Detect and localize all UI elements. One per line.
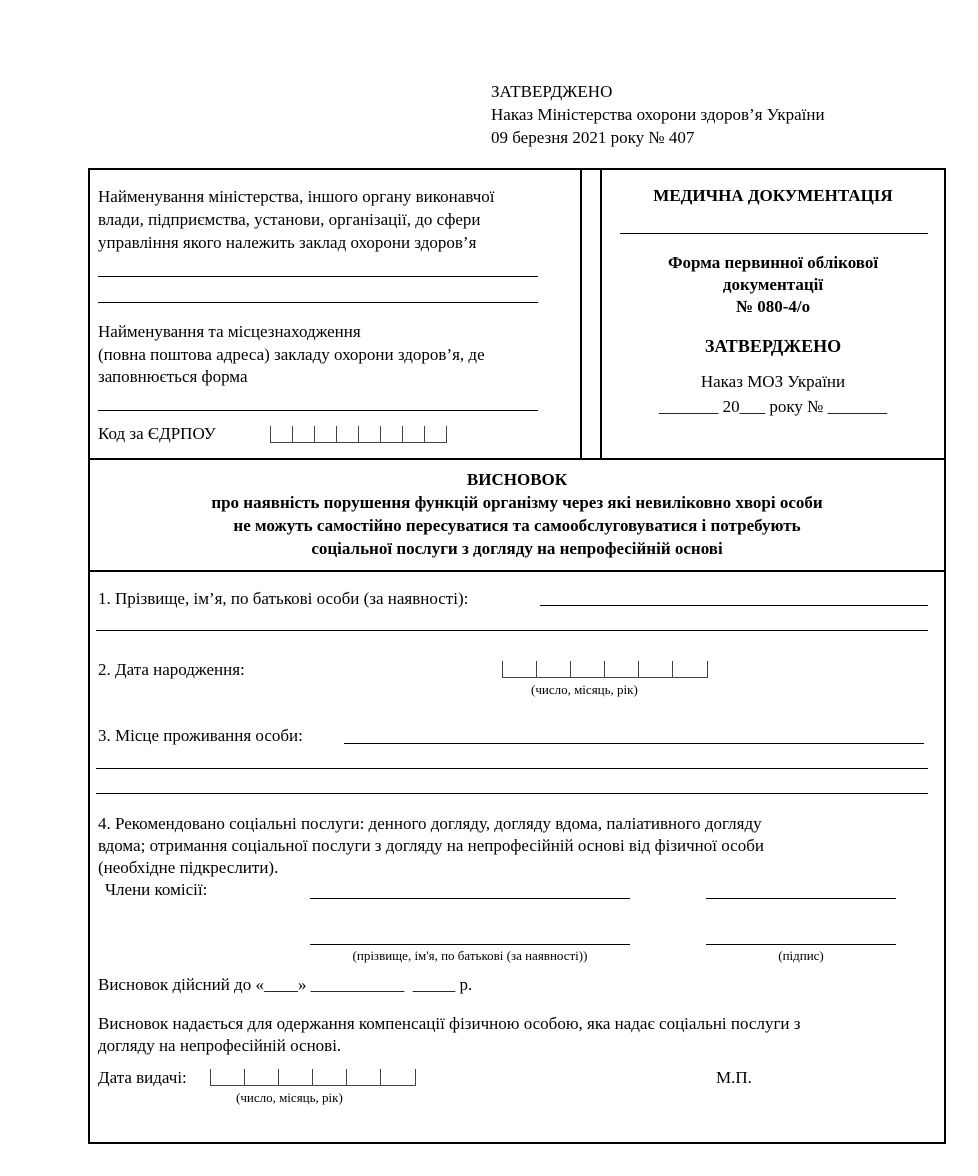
commission-label: Члени комісії: — [105, 880, 208, 899]
full-name-input[interactable] — [540, 605, 928, 606]
commission-member-signature-1[interactable] — [706, 898, 896, 899]
edrpou-cell[interactable] — [358, 426, 380, 443]
purpose-text-1: Висновок надається для одержання компенсації фізичною особою, яка надає соціальні послуги з — [98, 1014, 801, 1033]
moz-order-date: _______ 20___ року № _______ — [658, 397, 888, 416]
birth-date-hint: (число, місяць, рік) — [531, 682, 638, 697]
frame-top — [88, 168, 946, 170]
facility-input-line[interactable] — [98, 410, 538, 411]
birth-date-cell[interactable] — [672, 661, 708, 678]
edrpou-label: Код за ЄДРПОУ — [98, 424, 216, 443]
commission-signature-hint: (підпис) — [778, 948, 824, 963]
title-bottom — [88, 570, 946, 572]
frame-left — [88, 168, 90, 1144]
ministry-input-line-2[interactable] — [98, 302, 538, 303]
birth-date-cell[interactable] — [638, 661, 672, 678]
commission-name-hint: (прізвище, ім'я, по батькові (за наявності)) — [352, 948, 588, 963]
services-text-2: вдома; отримання соціальної послуги з догляду на непрофесійній основі від фізичної особи — [98, 836, 764, 855]
stamp-label: М.П. — [716, 1068, 752, 1087]
full-name-input-line-2[interactable] — [96, 630, 928, 631]
birth-date-label: 2. Дата народження: — [98, 660, 245, 679]
medical-documentation-title: МЕДИЧНА ДОКУМЕНТАЦІЯ — [653, 186, 893, 205]
facility-label-2: (повна поштова адреса) закладу охорони здоров’я, де — [98, 345, 485, 364]
ministry-label-2: влади, підприємства, установи, організації, до сфери — [98, 210, 481, 229]
ministry-label-1: Найменування міністерства, іншого органу виконавчої — [98, 187, 495, 206]
residence-input-line-2[interactable] — [96, 768, 928, 769]
birth-date-cell[interactable] — [570, 661, 604, 678]
issue-date-cell[interactable] — [346, 1069, 380, 1086]
birth-date-cell[interactable] — [536, 661, 570, 678]
edrpou-code-input[interactable] — [270, 425, 447, 443]
issue-date-cell[interactable] — [244, 1069, 278, 1086]
issue-date-input[interactable] — [210, 1068, 416, 1086]
document-heading: ВИСНОВОК — [466, 470, 568, 489]
services-text-1: 4. Рекомендовано соціальні послуги: денного догляду, догляду вдома, паліативного догляду — [98, 814, 762, 833]
services-text-3: (необхідне підкреслити). — [98, 858, 279, 877]
commission-member-name-1[interactable] — [310, 898, 630, 899]
birth-date-input[interactable] — [502, 660, 708, 678]
issue-date-cell[interactable] — [312, 1069, 346, 1086]
header-right-divider — [620, 233, 928, 234]
purpose-text-2: догляду на непрофесійній основі. — [98, 1036, 342, 1055]
edrpou-cell[interactable] — [336, 426, 358, 443]
valid-until[interactable]: Висновок дійсний до «____» ___________ _____ р. — [98, 975, 473, 994]
approval-title: ЗАТВЕРДЖЕНО — [491, 82, 613, 101]
approved-label: ЗАТВЕРДЖЕНО — [704, 336, 842, 356]
edrpou-cell[interactable] — [292, 426, 314, 443]
residence-label: 3. Місце проживання особи: — [98, 726, 303, 745]
approval-order: Наказ Міністерства охорони здоров’я України — [491, 105, 825, 124]
commission-member-name-2[interactable] — [310, 944, 630, 945]
residence-input-line-3[interactable] — [96, 793, 928, 794]
header-divider-1 — [580, 168, 582, 459]
document-subtitle-2: не можуть самостійно пересуватися та самообслуговуватися і потребують — [233, 516, 801, 535]
document-subtitle-3: соціальної послуги з догляду на непрофесійній основі — [311, 539, 723, 558]
header-bottom — [88, 458, 946, 460]
issue-date-label: Дата видачі: — [98, 1068, 187, 1087]
approval-date: 09 березня 2021 року № 407 — [491, 128, 695, 147]
frame-bottom — [88, 1142, 946, 1144]
edrpou-cell[interactable] — [314, 426, 336, 443]
issue-date-cell[interactable] — [278, 1069, 312, 1086]
form-line-1: Форма первинної облікової — [667, 253, 879, 272]
frame-right — [944, 168, 946, 1144]
edrpou-cell[interactable] — [424, 426, 447, 443]
issue-date-cell[interactable] — [380, 1069, 416, 1086]
form-number: № 080-4/о — [735, 297, 811, 316]
edrpou-cell[interactable] — [270, 426, 292, 443]
facility-label-1: Найменування та місцезнаходження — [98, 322, 361, 341]
issue-date-hint: (число, місяць, рік) — [236, 1090, 343, 1105]
facility-label-3: заповнюється форма — [98, 367, 248, 386]
ministry-input-line-1[interactable] — [98, 276, 538, 277]
ministry-label-3: управління якого належить заклад охорони здоров’я — [98, 233, 477, 252]
full-name-label: 1. Прізвище, ім’я, по батькові особи (за наявності): — [98, 589, 469, 608]
edrpou-cell[interactable] — [380, 426, 402, 443]
edrpou-cell[interactable] — [402, 426, 424, 443]
form-line-2: документації — [722, 275, 824, 294]
birth-date-cell[interactable] — [502, 661, 536, 678]
moz-order: Наказ МОЗ України — [700, 372, 846, 391]
commission-member-signature-2[interactable] — [706, 944, 896, 945]
residence-input[interactable] — [344, 743, 924, 744]
birth-date-cell[interactable] — [604, 661, 638, 678]
issue-date-cell[interactable] — [210, 1069, 244, 1086]
document-subtitle-1: про наявність порушення функцій організму через які невиліковно хворі особи — [211, 493, 823, 512]
